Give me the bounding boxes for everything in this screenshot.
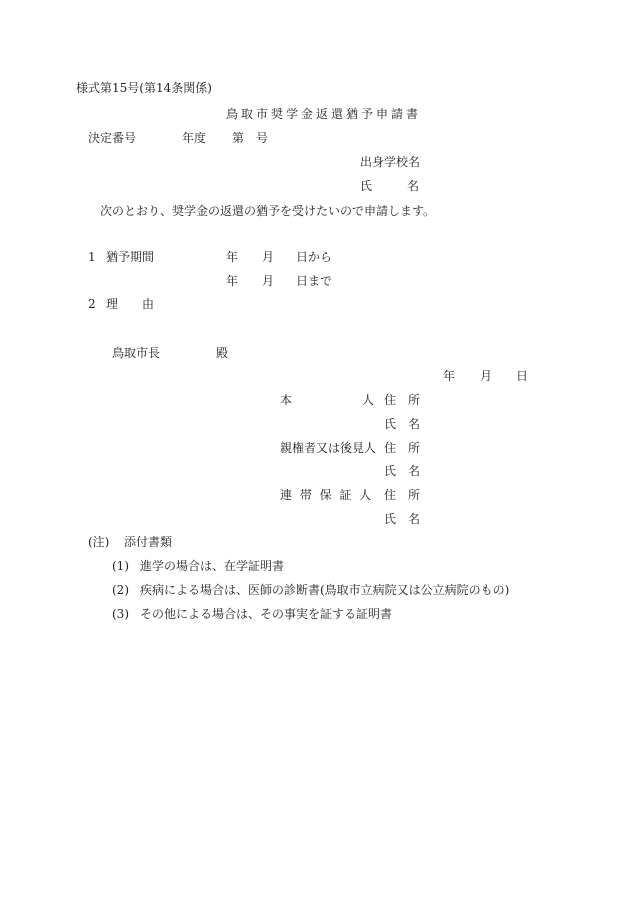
date-month: 月 <box>480 369 493 383</box>
note-item-number: (3) <box>112 607 129 621</box>
note-item-text: 疾病による場合は、医師の診断書(鳥取市立病院又は公立病院のもの) <box>140 583 510 597</box>
addressee-name: 鳥取市長 <box>112 346 161 360</box>
note-item-number: (2) <box>112 583 129 597</box>
applicant-name-second: 名 <box>408 417 421 431</box>
note-item-number: (1) <box>112 559 129 573</box>
item2-number: 2 <box>88 297 96 311</box>
date-year: 年 <box>443 369 456 383</box>
item1-from-day: 日から <box>296 250 333 264</box>
guardian-name-first: 氏 <box>384 464 397 478</box>
item2-label-first: 理 <box>106 297 119 311</box>
guardian-address-second: 所 <box>408 441 421 455</box>
note-item-text: 進学の場合は、在学証明書 <box>140 559 285 573</box>
form-number: 様式第15号(第14条関係) <box>76 81 212 95</box>
item1-to-month: 月 <box>262 274 275 288</box>
guardian-label: 親権者又は後見人 <box>280 441 377 455</box>
item1-from-year: 年 <box>226 250 239 264</box>
decision-year-label: 年度 <box>182 131 207 145</box>
guardian-name-second: 名 <box>408 464 421 478</box>
guarantor-name-first: 氏 <box>384 512 397 526</box>
item2-label-second: 由 <box>142 297 155 311</box>
notes-heading: (注) <box>88 535 110 549</box>
name-label-first: 氏 <box>360 179 373 193</box>
guarantor-address-first: 住 <box>384 488 397 502</box>
applicant-label-second: 人 <box>362 393 375 407</box>
notes-title: 添付書類 <box>124 535 173 549</box>
guarantor-label: 連 帯 保 証 人 <box>280 488 374 502</box>
item1-from-month: 月 <box>262 250 275 264</box>
item1-label: 猶予期間 <box>106 250 155 264</box>
document-title: 鳥取市奨学金返還猶予申請書 <box>226 107 422 121</box>
addressee-honorific: 殿 <box>216 346 229 360</box>
note-item-text: その他による場合は、その事実を証する証明書 <box>140 607 393 621</box>
decision-dai-label: 第 <box>232 131 245 145</box>
item1-number: 1 <box>88 250 96 264</box>
statement-text: 次のとおり、奨学金の返還の猶予を受けたいので申請します。 <box>100 204 436 218</box>
decision-go-label: 号 <box>256 131 269 145</box>
item1-to-day: 日まで <box>296 274 333 288</box>
guarantor-address-second: 所 <box>408 488 421 502</box>
school-label: 出身学校名 <box>360 155 421 169</box>
item1-to-year: 年 <box>226 274 239 288</box>
applicant-address-first: 住 <box>384 393 397 407</box>
date-day: 日 <box>516 369 529 383</box>
applicant-name-first: 氏 <box>384 417 397 431</box>
applicant-address-second: 所 <box>408 393 421 407</box>
guarantor-name-second: 名 <box>408 512 421 526</box>
decision-number-label: 決定番号 <box>88 131 137 145</box>
applicant-label-first: 本 <box>280 393 293 407</box>
guardian-address-first: 住 <box>384 441 397 455</box>
name-label-second: 名 <box>407 179 420 193</box>
